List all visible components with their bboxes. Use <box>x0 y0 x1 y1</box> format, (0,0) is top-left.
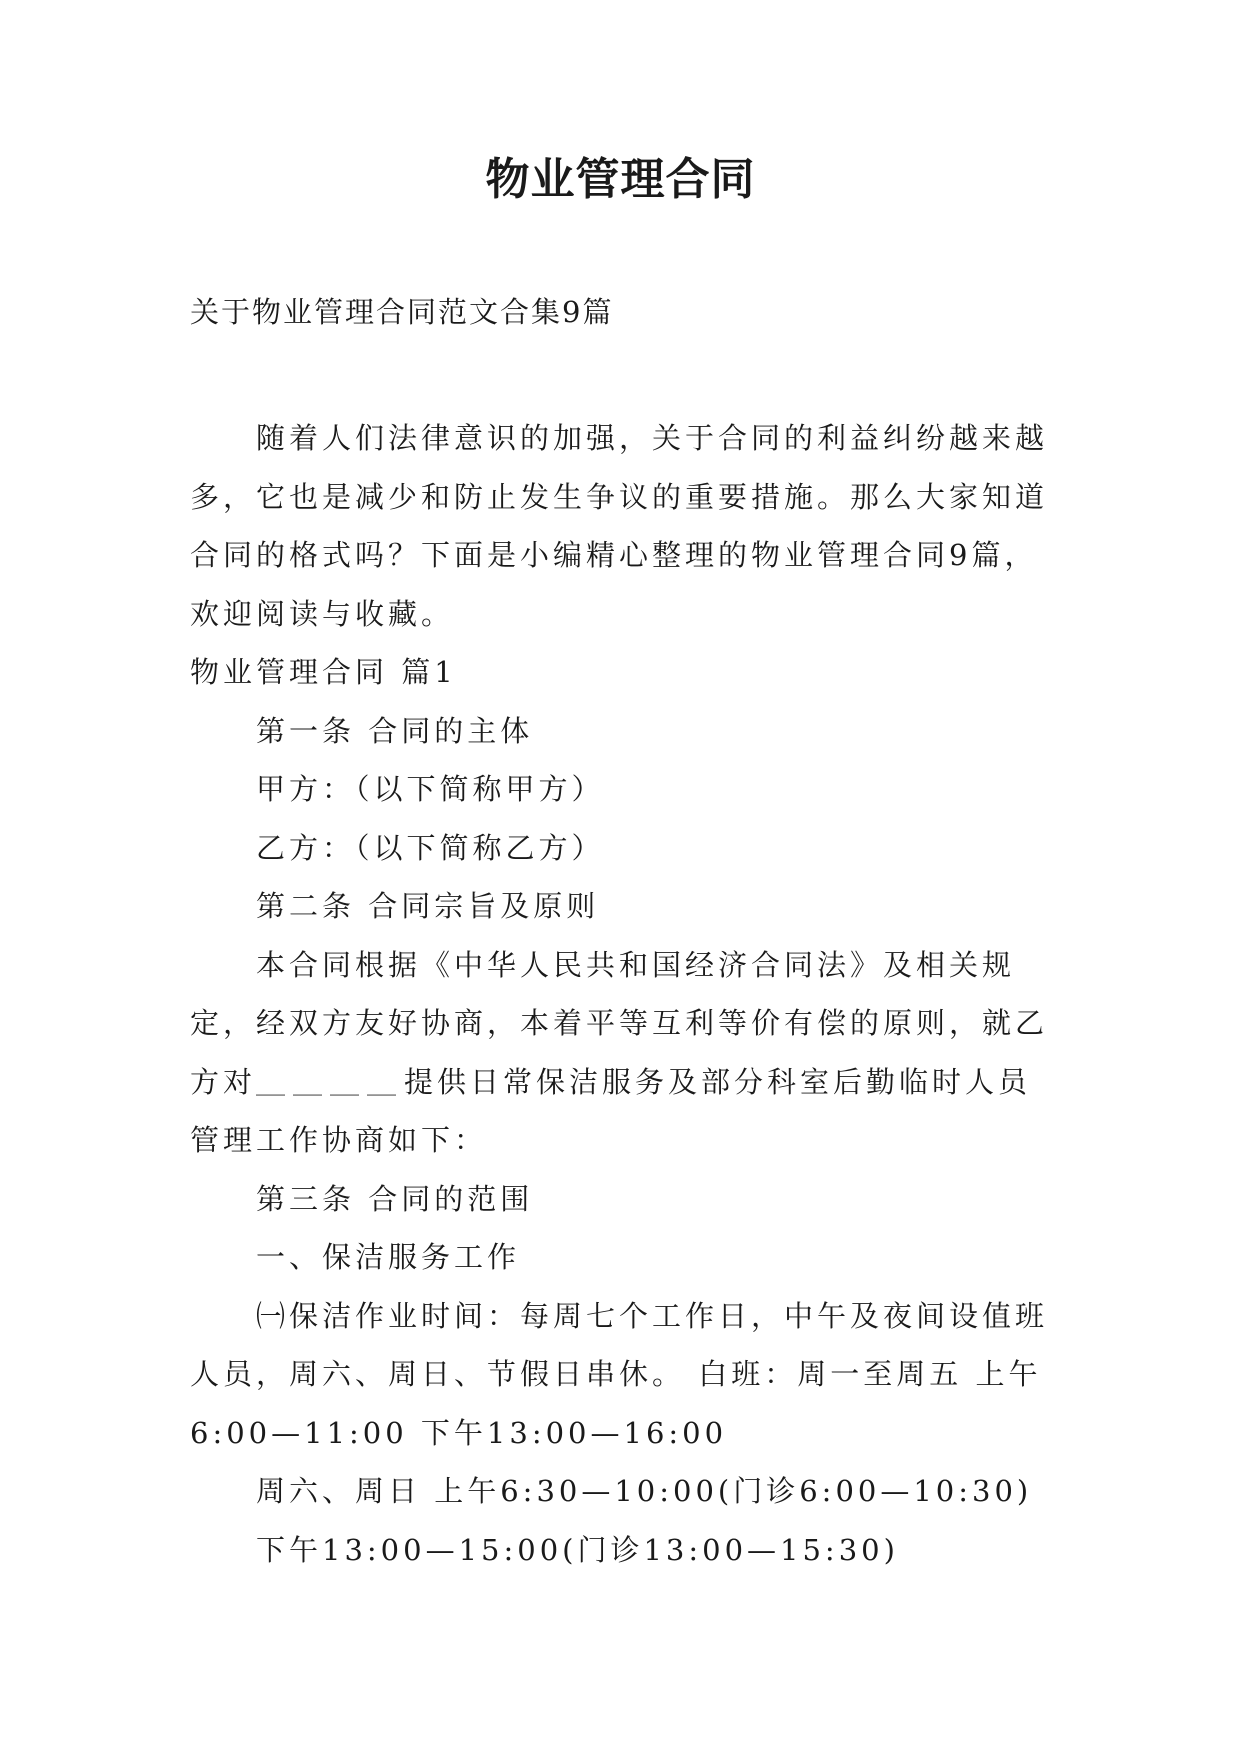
article2-paragraph <box>190 936 1062 1170</box>
section-heading: 物业管理合同 篇1 <box>190 655 457 689</box>
document-body <box>190 409 1062 1579</box>
document-title: 物业管理合同 <box>485 154 756 205</box>
party-a-line: 甲方：（以下简称甲方） <box>256 772 605 806</box>
article2-text-before-blank: 本合同根据《中华人民共和国经济合同法》及相关规定，经双方友好协商，本着平等互利等价有偿的原则，就乙方对 <box>190 947 1049 1099</box>
weekend-afternoon-line: 下午13:00—15:00(门诊13:00—15:30) <box>256 1532 899 1567</box>
article2-blank: ＿＿＿＿ <box>256 1064 405 1099</box>
article2-heading: 第二条 合同宗旨及原则 <box>256 889 600 923</box>
item1-hours-paragraph: ㈠保洁作业时间：每周七个工作日，中午及夜间设值班人员，周六、周日、节假日串休。 白班：周一至周五 上午6:00—11:00 下午13:00—16:00 <box>190 1298 1049 1450</box>
document-subtitle: 关于物业管理合同范文合集9篇 <box>190 295 614 329</box>
item1-heading: 一、保洁服务工作 <box>256 1240 521 1274</box>
article2-text-after-blank: 提供日常保洁服务及部分科室后勤临时人员管理工作协商如下： <box>190 1064 1032 1157</box>
article3-heading: 第三条 合同的范围 <box>256 1181 534 1216</box>
party-b-line: 乙方：（以下简称乙方） <box>256 830 605 865</box>
article1-heading: 第一条 合同的主体 <box>256 713 534 748</box>
weekend-morning-line: 周六、周日 上午6:30—10:00(门诊6:00—10:30) <box>256 1474 1033 1508</box>
intro-paragraph: 随着人们法律意识的加强，关于合同的利益纠纷越来越多，它也是减少和防止发生争议的重要措施。那么大家知道合同的格式吗？下面是小编精心整理的物业管理合同9篇，欢迎阅读与收藏。 <box>190 421 1049 631</box>
